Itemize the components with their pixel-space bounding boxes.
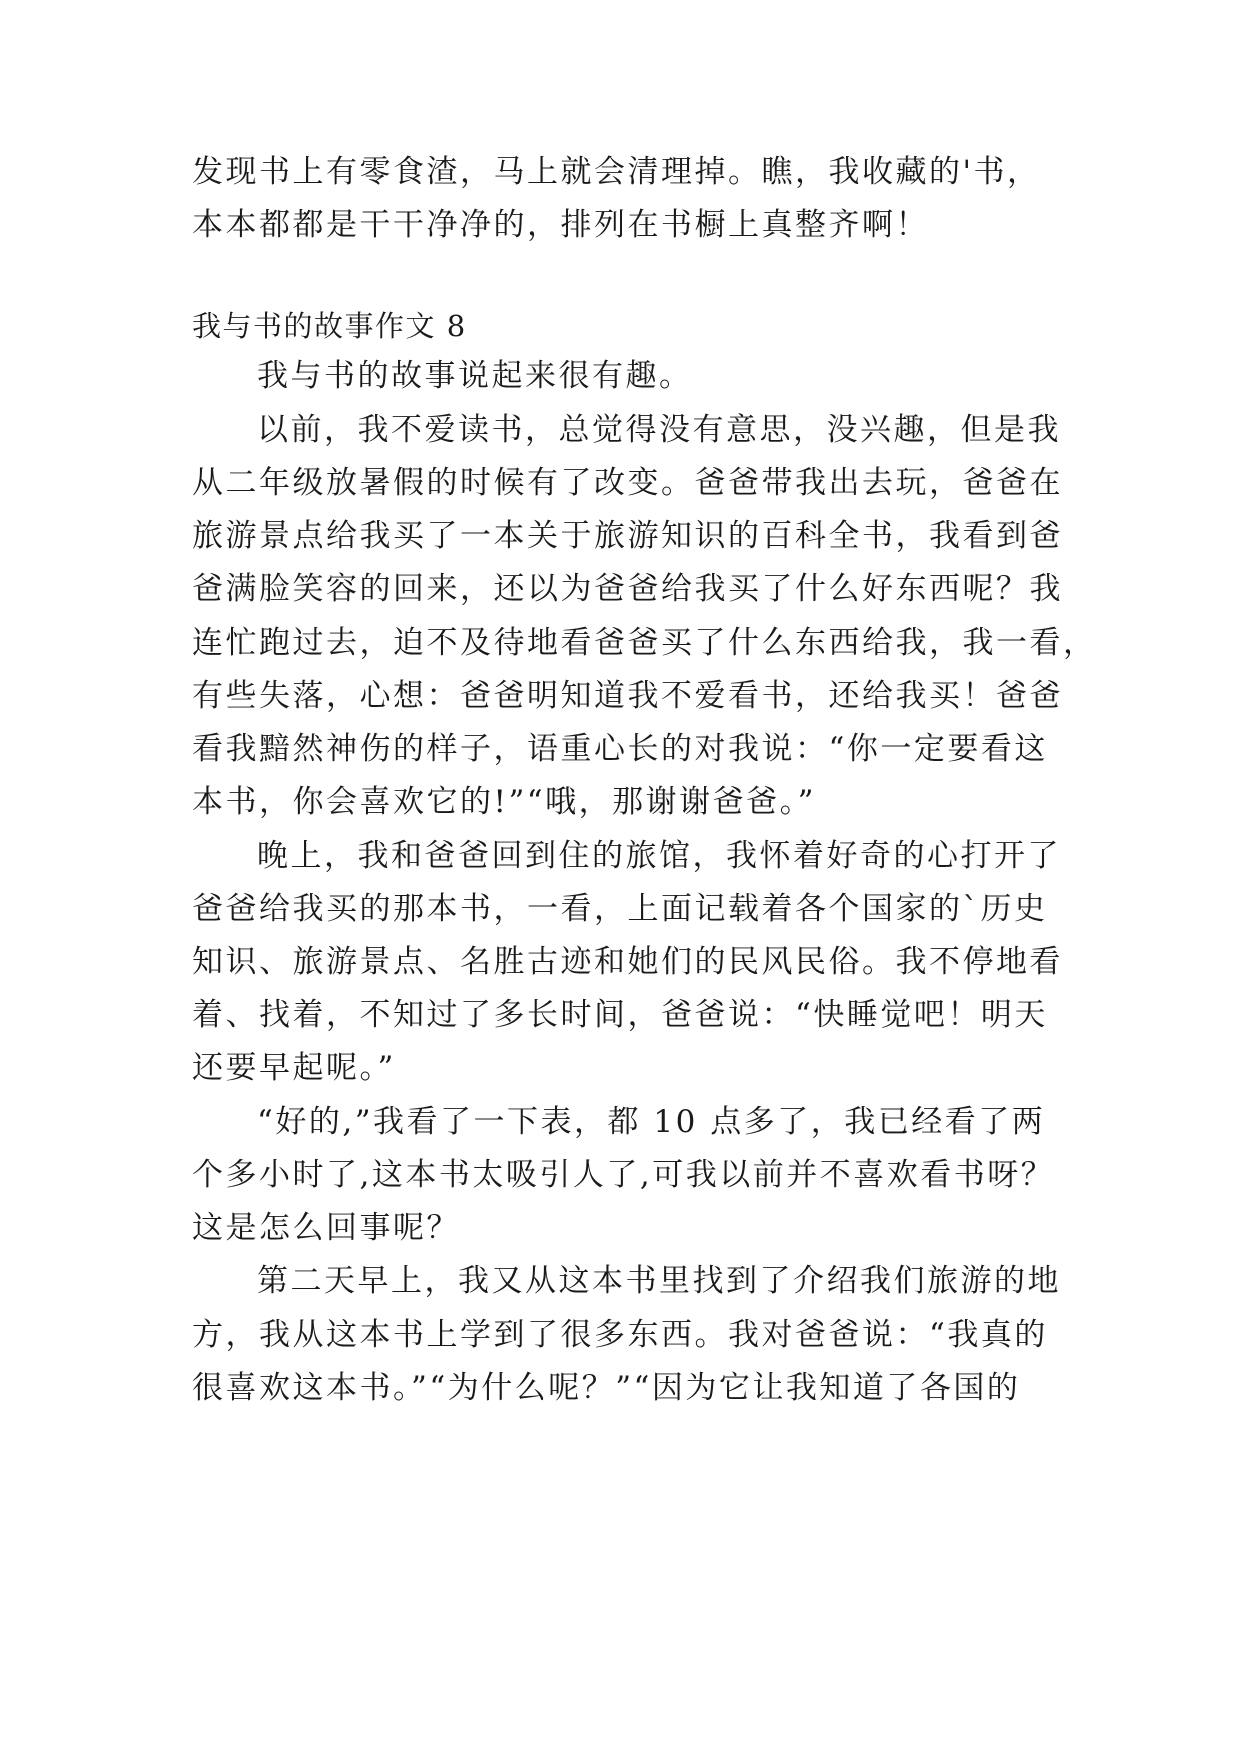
text-line: 看我黯然神伤的样子，语重心长的对我说：“你一定要看这 <box>192 731 1048 767</box>
essay-title: 我与书的故事作文 8 <box>192 309 467 343</box>
text-line: 旅游景点给我买了一本关于旅游知识的百科全书，我看到爸 <box>192 518 1063 554</box>
text-line: 发现书上有零食渣，马上就会清理掉。瞧，我收藏的'书， <box>192 154 1041 190</box>
text-line: 知识、旅游景点、名胜古迹和她们的民风民俗。我不停地看 <box>192 944 1063 980</box>
text-line: 本书，你会喜欢它的!”“哦，那谢谢爸爸。” <box>192 784 817 820</box>
text-line: 从二年级放暑假的时候有了改变。爸爸带我出去玩，爸爸在 <box>192 465 1063 501</box>
text-line: 本本都都是干干净净的，排列在书橱上真整齐啊！ <box>192 207 929 243</box>
text-line: 爸满脸笑容的回来，还以为爸爸给我买了什么好东西呢？我 <box>192 571 1063 607</box>
text-line: 还要早起呢。” <box>192 1050 396 1086</box>
text-line: 第二天早上，我又从这本书里找到了介绍我们旅游的地 <box>257 1263 1061 1299</box>
text-line: 有些失落，心想：爸爸明知道我不爱看书，还给我买！爸爸 <box>192 678 1063 714</box>
text-line: 以前，我不爱读书，总觉得没有意思，没兴趣，但是我 <box>257 412 1061 448</box>
text-line: 连忙跑过去，迫不及待地看爸爸买了什么东西给我，我一看， <box>192 625 1097 661</box>
text-line: 着、找着，不知过了多长时间，爸爸说：“快睡觉吧！明天 <box>192 997 1048 1033</box>
text-line: 晚上，我和爸爸回到住的旅馆，我怀着好奇的心打开了 <box>257 838 1061 874</box>
text-line: 我与书的故事说起来很有趣。 <box>257 358 693 394</box>
text-line: 爸爸给我买的那本书，一看，上面记载着各个国家的`历史 <box>192 891 1048 927</box>
text-line: 个多小时了,这本书太吸引人了,可我以前并不喜欢看书呀？ <box>192 1157 1055 1193</box>
text-line: 方，我从这本书上学到了很多东西。我对爸爸说：“我真的 <box>192 1317 1048 1353</box>
text-line: 很喜欢这本书。”“为什么呢？”“因为它让我知道了各国的 <box>192 1370 1021 1406</box>
text-line: 这是怎么回事呢？ <box>192 1210 460 1246</box>
text-line: “好的,”我看了一下表，都 10 点多了，我已经看了两 <box>257 1104 1046 1140</box>
